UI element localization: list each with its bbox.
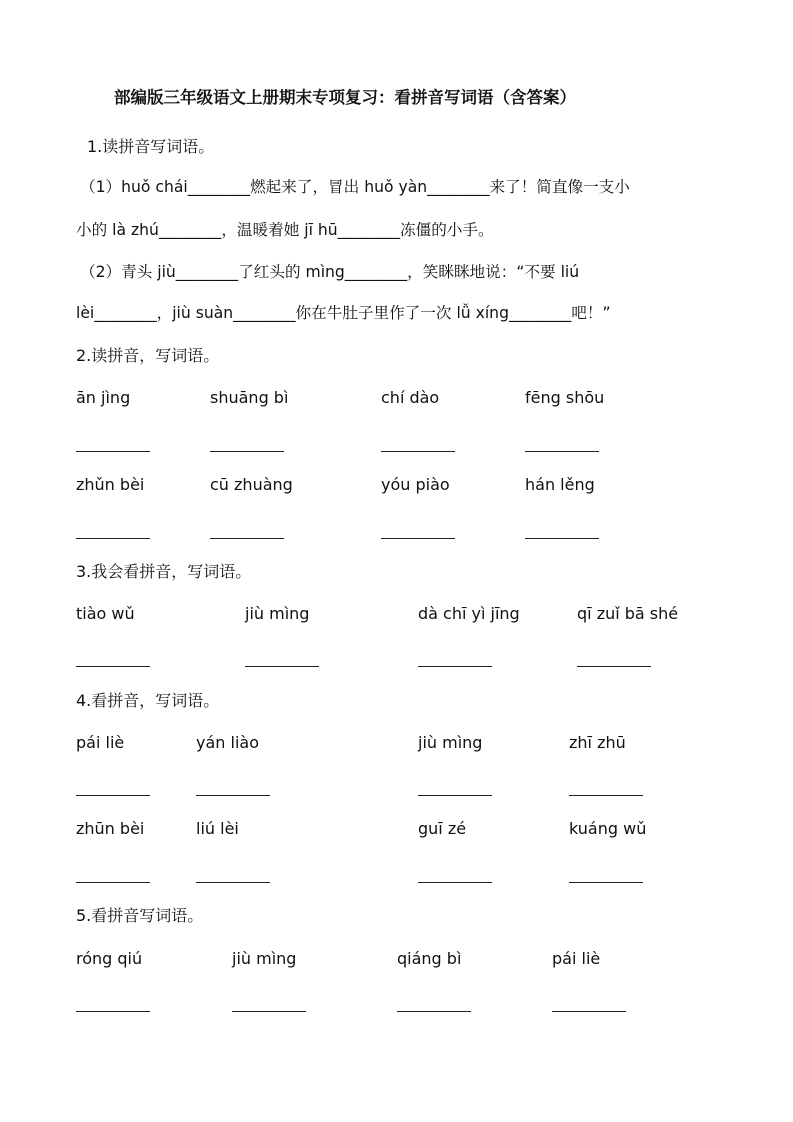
answer-blank[interactable] [381, 538, 455, 539]
answer-blank[interactable] [381, 451, 455, 452]
pinyin-prompt: dà chī yì jīng [418, 604, 520, 623]
pinyin-prompt: qī zuǐ bā shé [577, 604, 679, 623]
answer-blank[interactable] [397, 1011, 471, 1012]
page-title: 部编版三年级语文上册期末专项复习：看拼音写词语（含答案） [114, 88, 576, 107]
answer-blank[interactable] [569, 882, 643, 883]
pinyin-prompt: liú lèi [196, 819, 239, 838]
pinyin-prompt: ān jìng [76, 388, 131, 407]
section-1-paragraph-1-line-1: （1）huǒ chái________燃起来了，冒出 huǒ yàn________来了！简直像一支小 [80, 178, 630, 196]
pinyin-prompt: guī zé [418, 819, 467, 838]
pinyin-prompt: yán liào [196, 733, 259, 752]
pinyin-prompt: jiù mìng [232, 949, 297, 968]
pinyin-prompt: pái liè [76, 733, 125, 752]
answer-blank[interactable] [76, 1011, 150, 1012]
pinyin-prompt: pái liè [552, 949, 601, 968]
section-1-heading: 1.读拼音写词语。 [87, 137, 215, 156]
answer-blank[interactable] [196, 882, 270, 883]
answer-blank[interactable] [76, 666, 150, 667]
pinyin-prompt: chí dào [381, 388, 440, 407]
answer-blank[interactable] [76, 538, 150, 539]
answer-blank[interactable] [210, 538, 284, 539]
section-1-paragraph-2-line-2: lèi________，jiù suàn________你在牛肚子里作了一次 lǚ xíng________吧！” [76, 304, 611, 322]
answer-blank[interactable] [76, 451, 150, 452]
answer-blank[interactable] [525, 451, 599, 452]
pinyin-prompt: zhǔn bèi [76, 475, 145, 494]
section-4-heading: 4.看拼音，写词语。 [76, 691, 220, 710]
answer-blank[interactable] [418, 666, 492, 667]
section-3-heading: 3.我会看拼音，写词语。 [76, 562, 252, 581]
pinyin-prompt: qiáng bì [397, 949, 462, 968]
pinyin-prompt: zhūn bèi [76, 819, 145, 838]
pinyin-prompt: jiù mìng [418, 733, 483, 752]
section-2-heading: 2.读拼音，写词语。 [76, 346, 220, 365]
answer-blank[interactable] [232, 1011, 306, 1012]
pinyin-prompt: fēng shōu [525, 388, 605, 407]
pinyin-prompt: hán lěng [525, 475, 595, 494]
pinyin-prompt: kuáng wǔ [569, 819, 647, 838]
section-5-heading: 5.看拼音写词语。 [76, 906, 204, 925]
answer-blank[interactable] [196, 795, 270, 796]
pinyin-prompt: yóu piào [381, 475, 450, 494]
answer-blank[interactable] [245, 666, 319, 667]
answer-blank[interactable] [210, 451, 284, 452]
section-1-paragraph-2-line-1: （2）青头 jiù________了红头的 mìng________，笑眯眯地说：“不要 liú [80, 263, 580, 281]
pinyin-prompt: cū zhuàng [210, 475, 293, 494]
answer-blank[interactable] [76, 795, 150, 796]
section-1-paragraph-1-line-2: 小的 là zhú________，温暖着她 jī hū________冻僵的小手。 [76, 221, 494, 239]
pinyin-prompt: róng qiú [76, 949, 143, 968]
answer-blank[interactable] [569, 795, 643, 796]
pinyin-prompt: zhī zhū [569, 733, 626, 752]
answer-blank[interactable] [76, 882, 150, 883]
pinyin-prompt: jiù mìng [245, 604, 310, 623]
answer-blank[interactable] [418, 882, 492, 883]
answer-blank[interactable] [525, 538, 599, 539]
answer-blank[interactable] [418, 795, 492, 796]
answer-blank[interactable] [552, 1011, 626, 1012]
pinyin-prompt: tiào wǔ [76, 604, 135, 623]
pinyin-prompt: shuāng bì [210, 388, 289, 407]
answer-blank[interactable] [577, 666, 651, 667]
